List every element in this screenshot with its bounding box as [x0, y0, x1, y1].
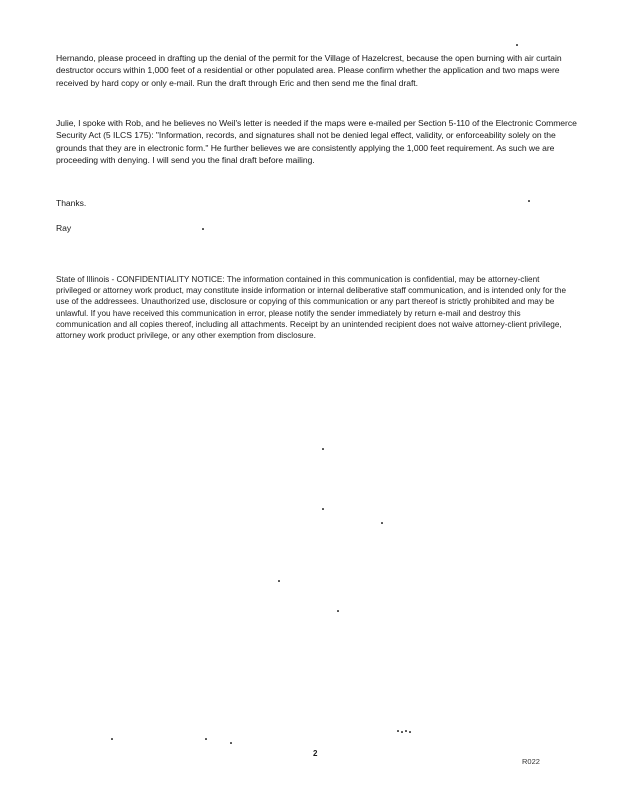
scan-speck	[230, 742, 232, 744]
scan-speck	[405, 730, 407, 732]
scan-speck	[381, 522, 383, 524]
scan-speck	[278, 580, 280, 582]
scan-speck	[528, 200, 530, 202]
email-signature: Ray	[56, 223, 72, 233]
document-reference-code: R022	[522, 757, 540, 766]
scan-speck	[516, 44, 518, 46]
scan-speck	[397, 730, 399, 732]
scan-speck	[409, 731, 411, 733]
scan-speck	[111, 738, 113, 740]
scan-speck	[205, 738, 207, 740]
confidentiality-notice: State of Illinois - CONFIDENTIALITY NOTICE: The information contained in this communication is confidential, may be attorney-client privileged or attorney work product, may constitute inside information or internal deliberative staff communication, and is intended only for the use of the addressees. Unauthorized use, disclosure or copying of this communication or any part thereof is strictly prohibited and may be unlawful. If you have received this communication in error, please notify the sender immediately by return e-mail and destroy this communication and all copies thereof, including all attachments. Receipt by an unintended recipient does not waive attorney-client privilege, attorney work product privilege, or any other exemption from disclosure.	[56, 275, 567, 341]
scan-speck	[337, 610, 339, 612]
scan-speck	[401, 731, 403, 733]
email-paragraph-electronic-commerce: Julie, I spoke with Rob, and he believes no Weil's letter is needed if the maps were e-mailed per Section 5-110 of the Electronic Commerce Security Act (5 ILCS 175): "Information, records, and signatures shall not be denied legal effect, validity, or enforceability solely on the grounds that they are in electronic form." He further believes we are consistently applying the 1,000 feet requirement. As such we are proceeding with denying. I will send you the final draft before mailing.	[56, 118, 577, 166]
scan-speck	[322, 448, 324, 450]
email-closing: Thanks.	[56, 198, 87, 208]
scan-speck	[202, 228, 204, 230]
email-paragraph-denial-request: Hernando, please proceed in drafting up the denial of the permit for the Village of Hazelcrest, because the open burning with air curtain destructor occurs within 1,000 feet of a residential or other populated area. Please confirm whether the application and two maps were received by hard copy or only e-mail. Run the draft through Eric and then send me the final draft.	[56, 53, 562, 88]
scan-speck	[322, 508, 324, 510]
page-number: 2	[313, 749, 318, 758]
